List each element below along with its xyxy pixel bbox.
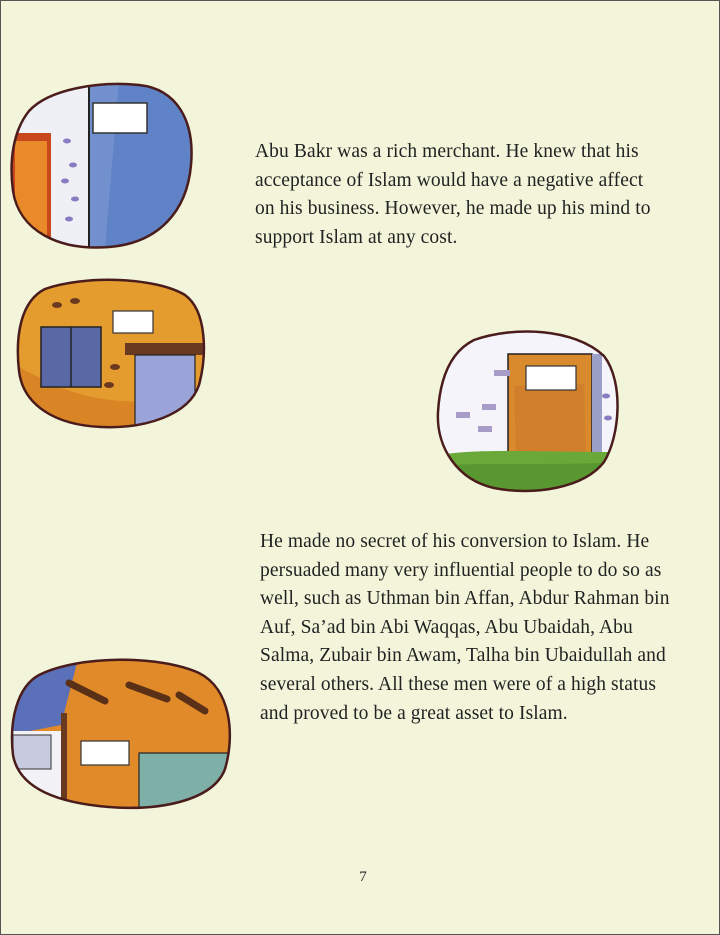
blue-wall-doorway-illustration: [9, 81, 193, 249]
wooden-door-grass-illustration: [434, 326, 620, 496]
orange-rooftop-beams-illustration: [9, 655, 233, 811]
story-paragraph-2: He made no secret of his conversion to Islam. He persuaded many very influential people to do so as well, such as Uthman bin Affan, Abdur Rahman bin Auf, Sa’ad bin Abi Waqqas, Abu Ubaidah, Abu Salma, Zubair bin Awam, Talha bin Ubaidullah and several others. All these men were of a high status and proved to be a great asset to Islam.: [260, 531, 670, 724]
page-number: 7: [359, 869, 367, 885]
story-paragraph-1: Abu Bakr was a rich merchant. He knew that his acceptance of Islam would have a negative affect on his business. However, he made up his mind to support Islam at any cost.: [255, 141, 651, 248]
orange-house-shutters-illustration: [15, 275, 205, 431]
